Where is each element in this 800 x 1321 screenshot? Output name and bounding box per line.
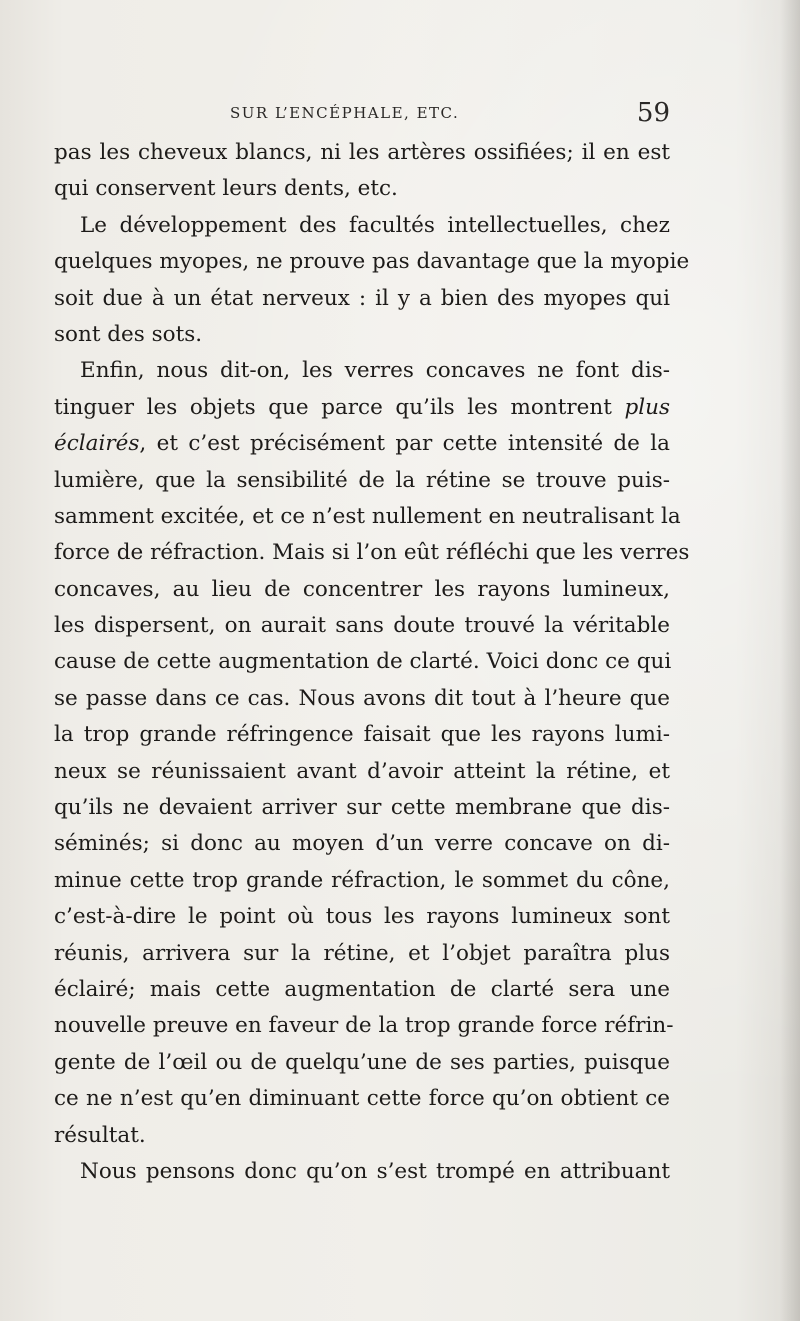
- text-segment: cause de cette augmentation de clarté. Voici donc ce qui: [54, 649, 672, 675]
- text-segment: réunis, arrivera sur la rétine, et l’objet paraîtra plus: [54, 940, 670, 966]
- text-segment: lumière, que la sensibilité de la rétine se trouve puis-: [54, 467, 670, 493]
- text-segment: nouvelle preuve en faveur de la trop grande force réfrin-: [54, 1013, 674, 1039]
- text-segment: samment excitée, et ce n’est nullement en neutralisant la: [54, 503, 681, 529]
- text-segment: c’est-à-dire le point où tous les rayons lumineux sont: [54, 904, 670, 930]
- text-segment: les dispersent, on aurait sans doute trouvé la véritable: [54, 613, 670, 639]
- text-line: [54, 1008, 674, 1044]
- text-line: [54, 754, 670, 790]
- text-line: [54, 535, 690, 571]
- text-line: [54, 1081, 670, 1117]
- italic-text: éclairés: [54, 431, 140, 457]
- text-line: [54, 135, 670, 171]
- text-segment: quelques myopes, ne prouve pas davantage que la myopie: [54, 249, 690, 275]
- text-segment: gente de l’œil ou de quelqu’une de ses parties, puisque: [54, 1049, 670, 1075]
- text-segment: qu’ils ne devaient arriver sur cette membrane que dis-: [54, 795, 670, 821]
- text-line: [54, 208, 670, 244]
- text-line: [54, 353, 670, 389]
- text-segment: Nous pensons donc qu’on s’est trompé en attribuant: [80, 1158, 670, 1184]
- text-segment: , et c’est précisément par cette intensité de la: [139, 431, 670, 457]
- text-line: [54, 317, 670, 353]
- text-segment: Le développement des facultés intellectuelles, chez: [80, 212, 670, 238]
- text-line: [54, 463, 670, 499]
- italic-text: plus: [624, 394, 670, 420]
- running-head: SUR L’ENCÉPHALE, ETC.: [230, 104, 460, 122]
- text-line: [54, 244, 690, 280]
- text-segment: Enfin, nous dit-on, les verres concaves ne font dis-: [80, 358, 670, 384]
- text-line: [54, 972, 670, 1008]
- text-line: [54, 899, 670, 935]
- text-segment: sont des sots.: [54, 321, 203, 347]
- text-line: [54, 608, 670, 644]
- page-number: 59: [636, 98, 670, 128]
- text-segment: éclairé; mais cette augmentation de clarté sera une: [54, 976, 670, 1002]
- text-line: [54, 644, 670, 680]
- page-gutter-shadow: [780, 0, 800, 1321]
- body-text: [54, 135, 690, 1190]
- text-line: [54, 681, 670, 717]
- text-line: [54, 936, 670, 972]
- text-line: [54, 717, 670, 753]
- text-segment: minue cette trop grande réfraction, le sommet du cône,: [54, 867, 670, 893]
- text-segment: force de réfraction. Mais si l’on eût réfléchi que les verres: [54, 540, 690, 566]
- text-segment: la trop grande réfringence faisait que les rayons lumi-: [54, 722, 670, 748]
- text-line: [54, 1154, 670, 1190]
- text-segment: qui conservent leurs dents, etc.: [54, 176, 398, 202]
- text-line: [54, 1118, 670, 1154]
- text-segment: séminés; si donc au moyen d’un verre concave on di-: [54, 831, 670, 857]
- text-line: [54, 499, 681, 535]
- text-line: [54, 171, 670, 207]
- text-line: [54, 281, 670, 317]
- text-line: [54, 790, 670, 826]
- text-line: [54, 572, 670, 608]
- text-segment: concaves, au lieu de concentrer les rayons lumineux,: [54, 576, 670, 602]
- text-segment: pas les cheveux blancs, ni les artères ossifiées; il en est: [54, 140, 670, 165]
- page-header: [230, 100, 670, 130]
- text-line: [54, 826, 670, 862]
- text-segment: se passe dans ce cas. Nous avons dit tout à l’heure que: [54, 685, 670, 711]
- text-segment: neux se réunissaient avant d’avoir atteint la rétine, et: [54, 758, 670, 784]
- text-segment: soit due à un état nerveux : il y a bien des myopes qui: [54, 285, 670, 311]
- text-line: [54, 426, 670, 462]
- text-segment: ce ne n’est qu’en diminuant cette force qu’on obtient ce: [54, 1086, 670, 1112]
- text-line: [54, 1045, 670, 1081]
- text-segment: tinguer les objets que parce qu’ils les montrent: [54, 394, 625, 420]
- text-segment: résultat.: [54, 1122, 146, 1148]
- text-line: [54, 863, 670, 899]
- text-line: [54, 390, 670, 426]
